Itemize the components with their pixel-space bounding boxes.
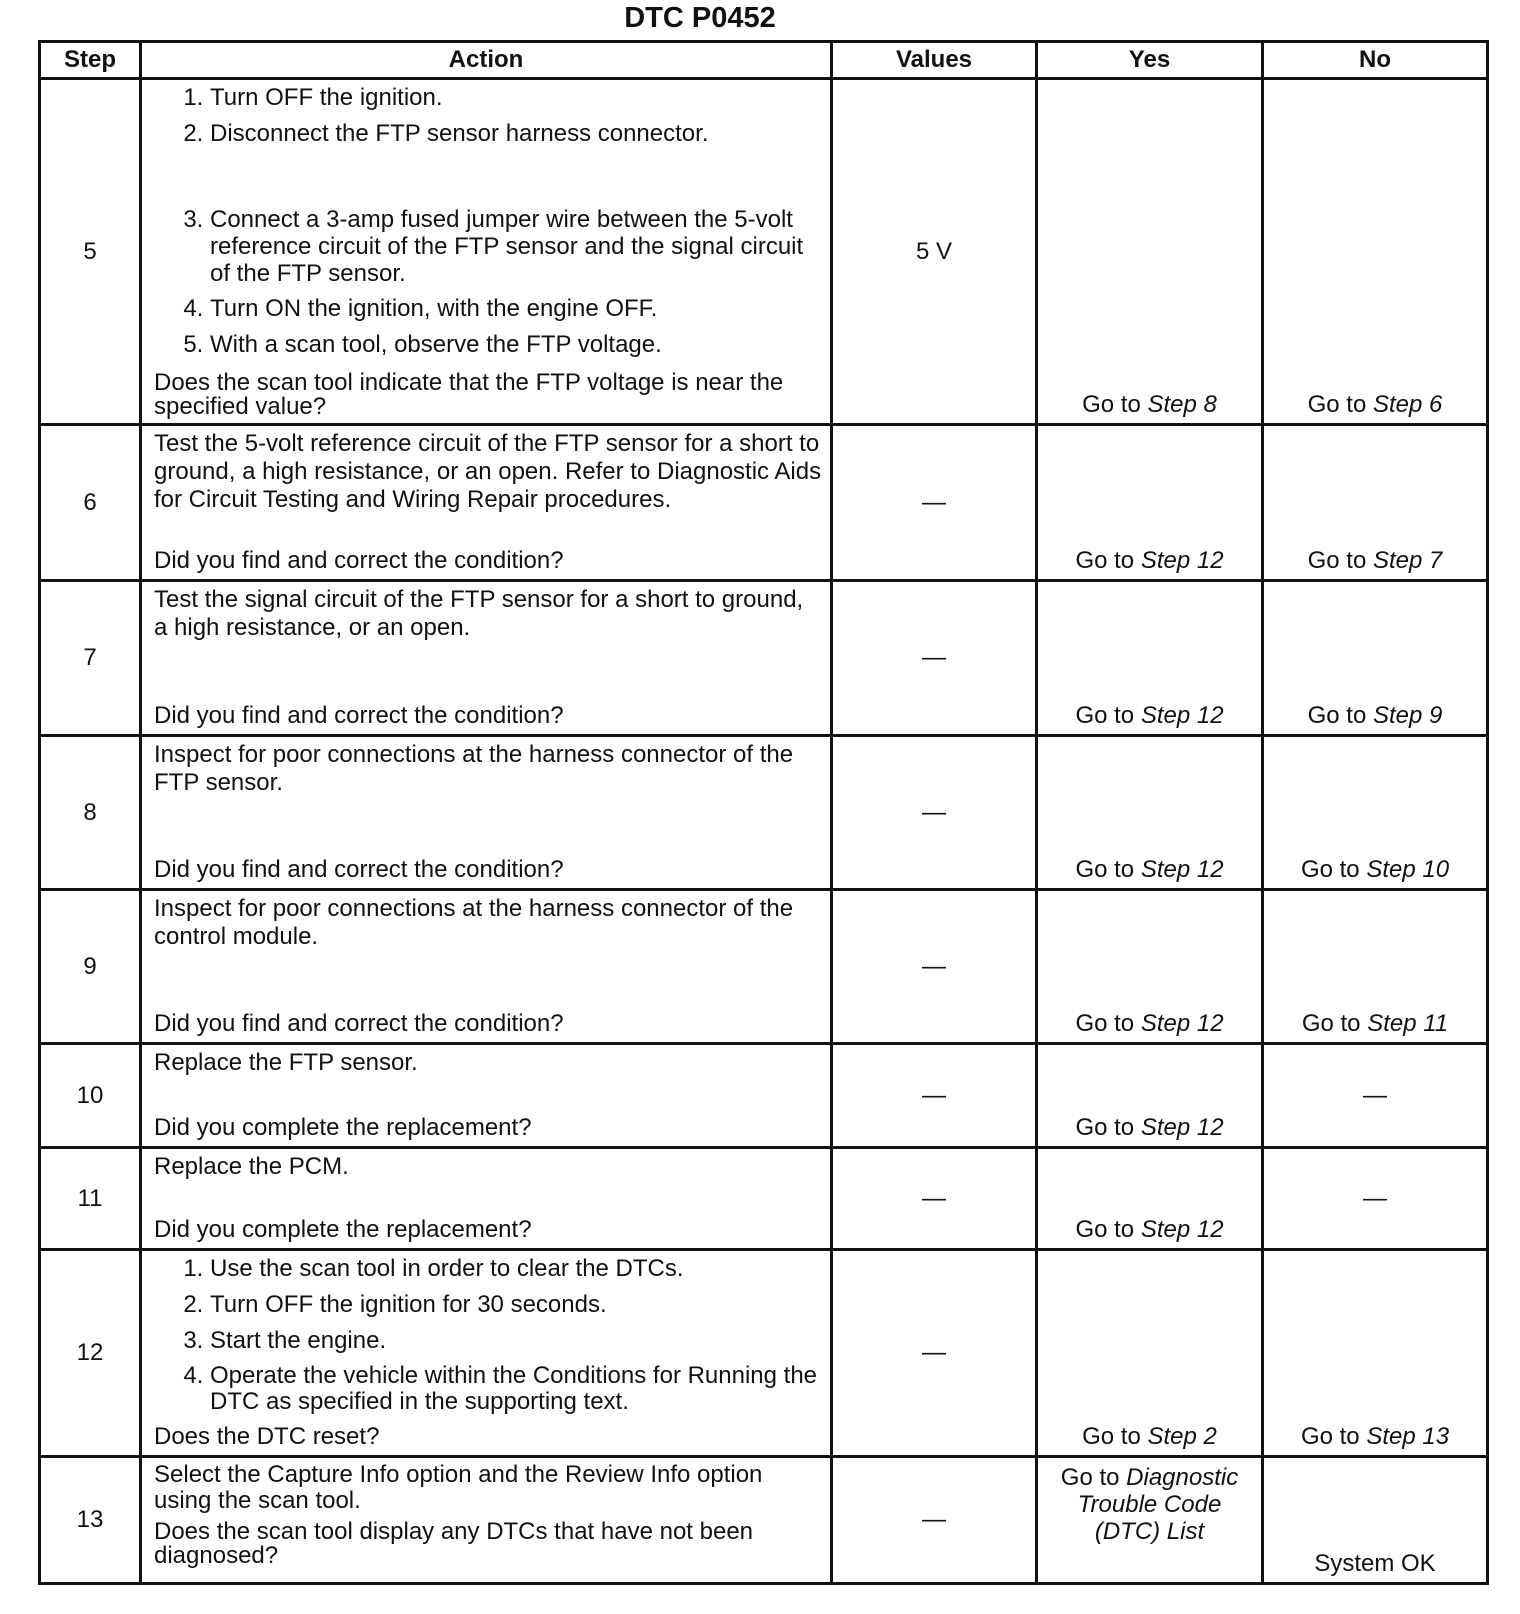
yes-cell [1037, 1457, 1263, 1584]
action-instruction: Inspect for poor connections at the harness connector of the FTP sensor. [154, 741, 794, 796]
yes-cell [1037, 581, 1263, 736]
table-row [40, 425, 1488, 581]
no-cell [1263, 890, 1488, 1044]
no-prefix: Go to [1300, 1423, 1360, 1450]
no-cell [1263, 425, 1488, 581]
yes-target: Step 12 [1140, 1010, 1224, 1037]
action-item: 4. Operate the vehicle within the Conditions for Running the DTC as specified in the supporting text. [210, 1363, 822, 1415]
action-cell [141, 1044, 832, 1148]
action-instruction: Replace the FTP sensor. [154, 1049, 418, 1076]
no-prefix: Go to [1301, 1010, 1361, 1037]
yes-target: Step 12 [1140, 1216, 1224, 1243]
no-cell [1263, 1250, 1488, 1457]
action-question: Did you find and correct the condition? [154, 702, 564, 729]
table-row [40, 1044, 1488, 1148]
table-row [40, 1148, 1488, 1250]
step-number: 8 [40, 736, 141, 890]
no-prefix: Go to [1307, 391, 1367, 418]
yes-target: Step 2 [1147, 1423, 1217, 1450]
yes-prefix: Go to [1075, 702, 1135, 729]
value-cell: — [832, 736, 1037, 890]
action-question: Does the scan tool indicate that the FTP voltage is near the specified value? [154, 369, 784, 420]
yes-target: Step 8 [1147, 391, 1217, 418]
yes-prefix: Go to [1082, 1423, 1141, 1450]
header-no: No [1263, 42, 1488, 79]
action-question: Does the scan tool display any DTCs that have not been diagnosed? [154, 1518, 754, 1569]
yes-target: Step 12 [1140, 1114, 1224, 1141]
action-cell [141, 1250, 832, 1457]
action-cell [141, 79, 832, 425]
table-row [40, 1457, 1488, 1584]
value-cell: — [832, 581, 1037, 736]
value-cell: — [832, 890, 1037, 1044]
table-row [40, 581, 1488, 736]
action-cell [141, 425, 832, 581]
action-cell [141, 1148, 832, 1250]
yes-prefix: Go to [1075, 1114, 1135, 1141]
header-row [40, 42, 1488, 79]
action-item: 3. Start the engine. [210, 1327, 822, 1355]
no-cell: — [1263, 1148, 1488, 1250]
yes-prefix: Go to [1075, 856, 1135, 883]
action-question: Did you complete the replacement? [154, 1216, 532, 1243]
step-number: 13 [40, 1457, 141, 1584]
action-cell [141, 1457, 832, 1584]
action-question: Did you find and correct the condition? [154, 856, 564, 883]
no-cell [1263, 736, 1488, 890]
yes-cell [1037, 736, 1263, 890]
step-number: 11 [40, 1148, 141, 1250]
value-cell: — [832, 1250, 1037, 1457]
action-question: Did you find and correct the condition? [154, 1010, 564, 1037]
action-cell [141, 581, 832, 736]
action-question: Did you find and correct the condition? [154, 547, 564, 574]
yes-cell [1037, 890, 1263, 1044]
no-target: Step 6 [1372, 391, 1443, 418]
step-number: 10 [40, 1044, 141, 1148]
action-cell [141, 736, 832, 890]
yes-prefix: Go to [1075, 547, 1135, 574]
yes-cell [1037, 1250, 1263, 1457]
no-target: Step 13 [1366, 1423, 1450, 1450]
yes-prefix: Go to [1075, 1216, 1135, 1243]
action-cell [141, 890, 832, 1044]
yes-cell [1037, 425, 1263, 581]
step-number: 5 [40, 79, 141, 425]
table-row [40, 1250, 1488, 1457]
no-target: Step 11 [1367, 1010, 1449, 1037]
value-cell: — [832, 425, 1037, 581]
action-item: 2. Disconnect the FTP sensor harness connector. [210, 120, 822, 148]
action-item: 1. Use the scan tool in order to clear the DTCs. [210, 1255, 822, 1283]
header-yes: Yes [1037, 42, 1263, 79]
yes-prefix: Go to [1060, 1464, 1120, 1491]
action-item: 2. Turn OFF the ignition for 30 seconds. [210, 1291, 822, 1319]
yes-target: Step 12 [1140, 547, 1224, 574]
value-cell: 5 V [832, 79, 1037, 425]
yes-target: Step 12 [1140, 702, 1224, 729]
action-item: 1. Turn OFF the ignition. [210, 84, 822, 112]
no-target: Step 7 [1372, 547, 1443, 574]
step-number: 6 [40, 425, 141, 581]
table-row [40, 79, 1488, 425]
action-instruction: Test the 5-volt reference circuit of the FTP sensor for a short to ground, a high resistance, or an open. Refer to Diagnostic Aids for Circuit Testing and Wiring Repair procedures. [154, 430, 822, 513]
action-question: Does the DTC reset? [154, 1423, 380, 1450]
action-item: 5. With a scan tool, observe the FTP voltage. [210, 331, 822, 359]
action-instruction: Select the Capture Info option and the Review Info option using the scan tool. [154, 1461, 763, 1514]
table-row [40, 736, 1488, 890]
diagnostic-table [38, 40, 1489, 1585]
page-title: DTC P0452 [624, 2, 776, 34]
action-question: Did you complete the replacement? [154, 1114, 532, 1141]
no-cell [1263, 79, 1488, 425]
yes-target: Diagnostic Trouble Code (DTC) List [1077, 1464, 1239, 1545]
yes-prefix: Go to [1082, 391, 1141, 418]
value-cell: — [832, 1457, 1037, 1584]
header-step: Step [40, 42, 141, 79]
step-number: 12 [40, 1250, 141, 1457]
yes-prefix: Go to [1075, 1010, 1135, 1037]
yes-cell [1037, 79, 1263, 425]
action-instruction: Inspect for poor connections at the harness connector of the control module. [154, 895, 794, 950]
no-cell: — [1263, 1044, 1488, 1148]
value-cell: — [832, 1148, 1037, 1250]
table-row [40, 890, 1488, 1044]
no-target: Step 9 [1372, 702, 1443, 729]
yes-cell [1037, 1044, 1263, 1148]
step-number: 7 [40, 581, 141, 736]
yes-cell [1037, 1148, 1263, 1250]
no-cell [1263, 581, 1488, 736]
step-number: 9 [40, 890, 141, 1044]
header-action: Action [141, 42, 832, 79]
no-cell: System OK [1263, 1457, 1488, 1584]
action-item: 3. Connect a 3-amp fused jumper wire between the 5-volt reference circuit of the FTP sensor and the signal circuit of the FTP sensor. [210, 206, 822, 287]
action-instruction: Test the signal circuit of the FTP sensor for a short to ground, a high resistance, or an open. [154, 586, 804, 641]
action-instruction: Replace the PCM. [154, 1153, 349, 1180]
yes-target: Step 12 [1140, 856, 1224, 883]
header-values: Values [832, 42, 1037, 79]
no-target: Step 10 [1366, 856, 1450, 883]
no-prefix: Go to [1307, 702, 1367, 729]
no-prefix: Go to [1300, 856, 1360, 883]
no-prefix: Go to [1307, 547, 1367, 574]
action-item: 4. Turn ON the ignition, with the engine OFF. [210, 295, 822, 323]
value-cell: — [832, 1044, 1037, 1148]
